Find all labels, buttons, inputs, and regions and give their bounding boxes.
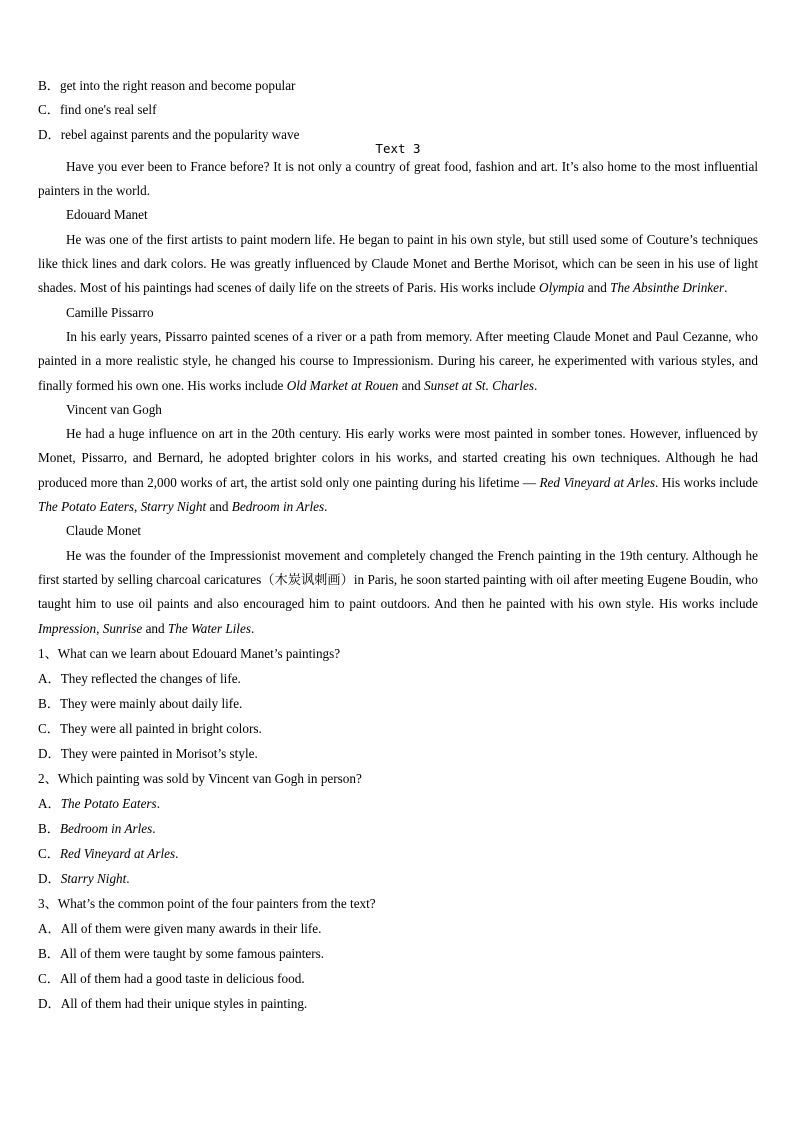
question-1-option-b: B．They were mainly about daily life.: [38, 695, 243, 711]
text-title: Text 3: [375, 140, 421, 156]
paragraph-monet: He was the founder of the Impressionist movement and completely changed the French painting in the 19th century. Although he first started by selling charcoal caricatures（木炭讽刺画）in Paris, he soon started painting with oil after meeting Eugene Boudin, who taught him to use oil paints and also encouraged him to paint outdoors. And then he painted with his own style. His works include Impression, Sunrise and The Water Liles.: [38, 547, 758, 636]
paragraph-manet: He was one of the first artists to paint modern life. He began to paint in his own style, but still used some of Couture’s techniques like thick lines and dark colors. He was greatly influenced by Claude Monet and Berthe Morisot, which can be seen in his use of light shades. Most of his paintings had scenes of daily life on the streets of Paris. His works include Olympia and The Absinthe Drinker.: [38, 231, 758, 296]
question-2-option-b: B．Bedroom in Arles.: [38, 820, 156, 836]
paragraph-pissarro: In his early years, Pissarro painted scenes of a river or a path from memory. After meeting Claude Monet and Paul Cezanne, who painted in a more realistic style, he changed his course to Impressionism. During his career, he experimented with various styles, and finally formed his own one. His works include Old Market at Rouen and Sunset at St. Charles.: [38, 328, 758, 393]
question-3-stem: 3、What’s the common point of the four painters from the text?: [38, 895, 376, 911]
work-title: Impression: [38, 620, 97, 636]
work-title: Sunset at St. Charles: [424, 377, 534, 393]
paragraph-vangogh: He had a huge influence on art in the 20th century. His early works were most painted in somber tones. However, influenced by Monet, Pissarro, and Bernard, he adopted brighter colors in his works, and started creating his own techniques. Although he had produced more than 2,000 works of art, the artist sold only one painting during his lifetime — Red Vineyard at Arles. His works include The Potato Eaters, Starry Night and Bedroom in Arles.: [38, 426, 758, 515]
question-1-option-d: D．They were painted in Morisot’s style.: [38, 745, 258, 761]
question-1-option-a: A．They reflected the changes of life.: [38, 670, 241, 686]
prev-option-c: C．find one's real self: [38, 102, 157, 118]
question-3-option-a: A．All of them were given many awards in their life.: [38, 920, 322, 936]
question-3-option-c: C．All of them had a good taste in delicious food.: [38, 970, 305, 986]
document-page: [38, 74, 758, 1016]
work-title: Starry Night: [140, 499, 207, 515]
question-2-option-d: D．Starry Night.: [38, 870, 130, 886]
painter-name-vangogh: Vincent van Gogh: [66, 401, 162, 417]
painter-name-pissarro: Camille Pissarro: [66, 304, 154, 320]
question-2-option-c: C．Red Vineyard at Arles.: [38, 845, 179, 861]
painter-name-monet: Claude Monet: [66, 523, 142, 539]
painter-name-manet: Edouard Manet: [66, 207, 148, 223]
prev-option-b: B．get into the right reason and become popular: [38, 78, 296, 93]
work-title: Bedroom in Arles: [231, 499, 325, 515]
question-1-option-c: C．They were all painted in bright colors.: [38, 720, 262, 736]
question-1-stem: 1、What can we learn about Edouard Manet’s paintings?: [38, 645, 341, 661]
question-2-option-a: A．The Potato Eaters.: [38, 795, 160, 811]
work-title: The Water Liles: [167, 620, 251, 636]
prev-option-d: D．rebel against parents and the popularity wave: [38, 126, 300, 142]
work-title: The Potato Eaters: [38, 499, 134, 515]
question-3-option-d: D．All of them had their unique styles in painting.: [38, 995, 308, 1011]
question-2-stem: 2、Which painting was sold by Vincent van Gogh in person?: [38, 770, 362, 786]
work-title: Old Market at Rouen: [286, 377, 399, 393]
work-title: The Absinthe Drinker: [610, 280, 725, 296]
work-title: Olympia: [539, 280, 585, 296]
intro-paragraph: Have you ever been to France before? It is not only a country of great food, fashion and art. It’s also home to the most influential painters in the world.: [38, 158, 758, 199]
work-title: Red Vineyard at Arles: [539, 474, 656, 490]
question-3-option-b: B．All of them were taught by some famous painters.: [38, 945, 325, 961]
work-title: Sunrise: [102, 620, 143, 636]
